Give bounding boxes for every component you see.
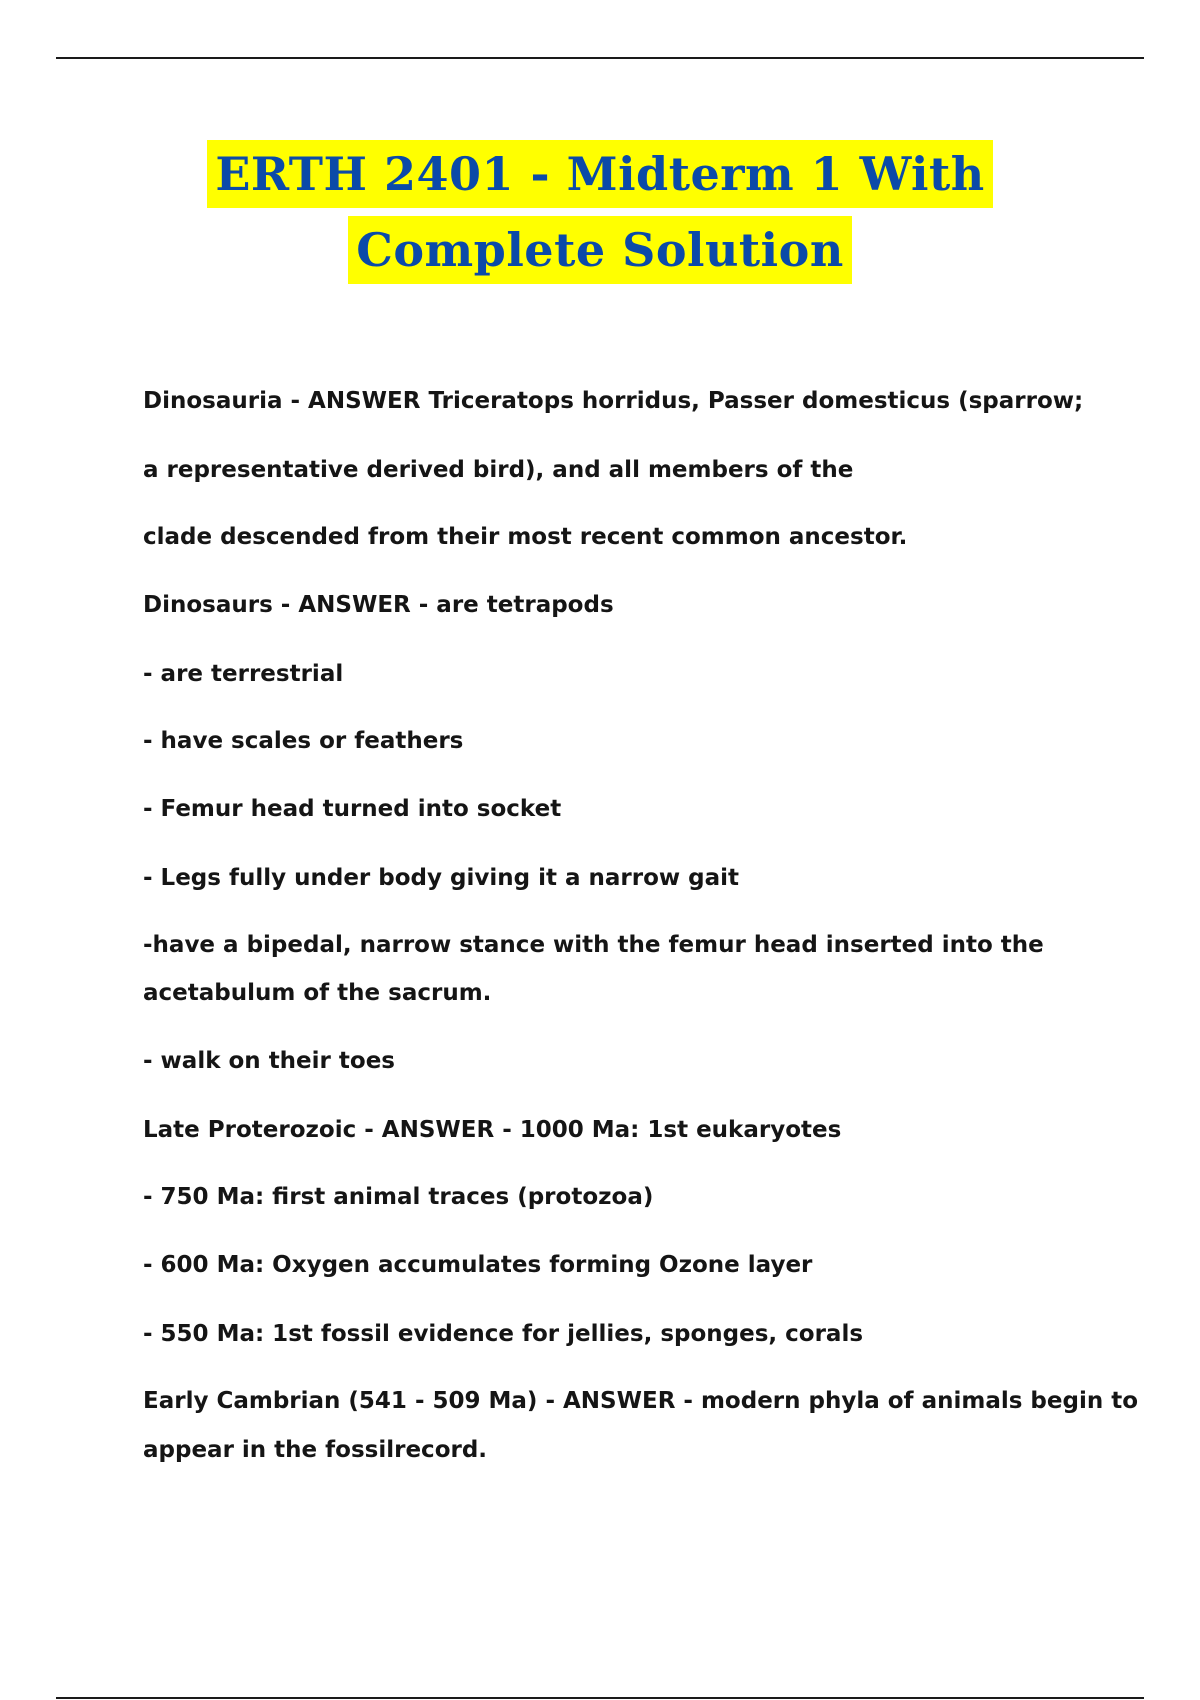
body-line: - are terrestrial — [143, 661, 344, 687]
body-line: Late Proterozoic - ANSWER - 1000 Ma: 1st eukaryotes — [143, 1117, 842, 1143]
body-line: clade descended from their most recent common ancestor. — [143, 524, 908, 550]
body-line: - 600 Ma: Oxygen accumulates forming Ozone layer — [143, 1252, 813, 1278]
header-rule — [56, 57, 1144, 59]
body-line: Early Cambrian (541 - 509 Ma) - ANSWER - modern phyla of animals begin to — [143, 1388, 1139, 1414]
body-line: acetabulum of the sacrum. — [143, 980, 492, 1006]
body-line: appear in the fossilrecord. — [143, 1437, 488, 1463]
body-line: - 550 Ma: 1st fossil evidence for jellies, sponges, corals — [143, 1321, 864, 1347]
body-line: -have a bipedal, narrow stance with the femur head inserted into the — [143, 932, 1044, 958]
body-line: Dinosauria - ANSWER Triceratops horridus, Passer domesticus (sparrow; — [143, 388, 1084, 414]
body-line: - Legs fully under body giving it a narrow gait — [143, 865, 739, 891]
title-line-2: Complete Solution — [348, 216, 852, 284]
body-line: - 750 Ma: first animal traces (protozoa) — [143, 1184, 654, 1210]
title-line-1: ERTH 2401 - Midterm 1 With — [207, 140, 992, 208]
body-line: - walk on their toes — [143, 1048, 395, 1074]
document-title — [0, 140, 1200, 284]
footer-rule — [56, 1697, 1144, 1699]
body-line: - have scales or feathers — [143, 728, 464, 754]
body-line: a representative derived bird), and all members of the — [143, 457, 854, 483]
body-line: Dinosaurs - ANSWER - are tetrapods — [143, 592, 614, 618]
body-line: - Femur head turned into socket — [143, 796, 562, 822]
